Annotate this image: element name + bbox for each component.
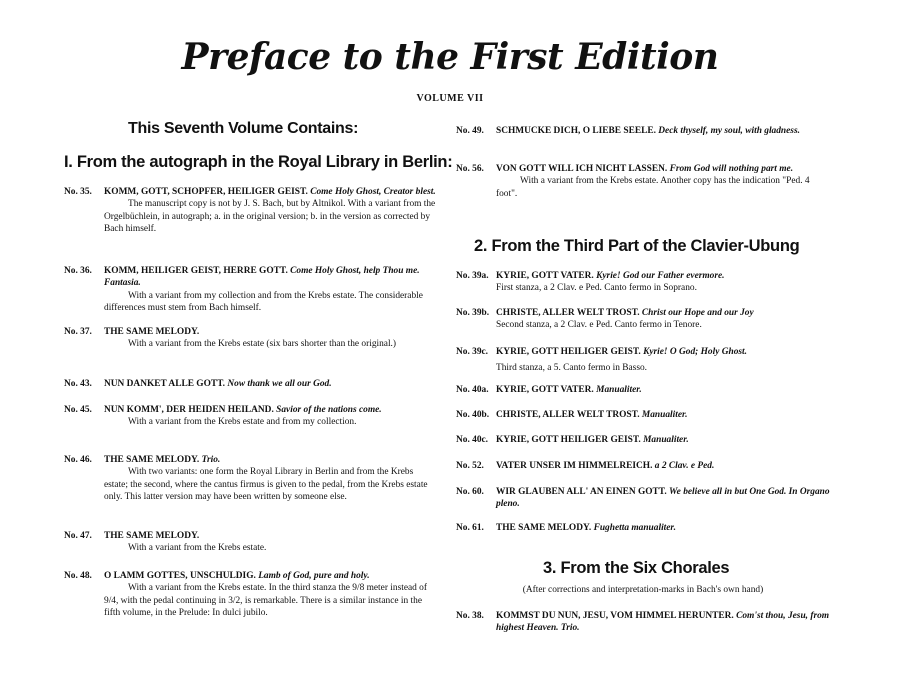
entry-35: No. 35. KOMM, GOTT, SCHOPFER, HEILIGER GEIST. Come Holy Ghost, Creator blest. The manuscript copy is not by J. S. Bach, but by Altnikol. With a variant from the Orgelbüchlein, in autograph; a. in the original version; b. in the version as corrected by Bach himself. — [64, 187, 436, 235]
entry-47: No. 47. THE SAME MELODY. With a variant from the Krebs estate. — [64, 531, 267, 554]
entry-43: No. 43. NUN DANKET ALLE GOTT. Now thank we all our God. — [64, 379, 332, 389]
clavier-heading: 2. From the Third Part of the Clavier-Ubung — [474, 237, 800, 255]
entry-39a: No. 39a. KYRIE, GOTT VATER. Kyrie! God our Father evermore. First stanza, a 2 Clav. e Ped. Canto fermo in Soprano. — [456, 271, 725, 294]
six-chorales-heading: 3. From the Six Chorales — [543, 559, 730, 577]
entry-49: No. 49. SCHMUCKE DICH, O LIEBE SEELE. Deck thyself, my soul, with gladness. — [456, 126, 800, 136]
volume-label: VOLUME VII — [416, 93, 484, 104]
entry-40a: No. 40a. KYRIE, GOTT VATER. Manualiter. — [456, 385, 642, 395]
six-chorales-note: (After corrections and interpretation-marks in Bach's own hand) — [522, 585, 764, 595]
entry-40b: No. 40b. CHRISTE, ALLER WELT TROST. Manualiter. — [456, 410, 688, 420]
entry-52: No. 52. VATER UNSER IM HIMMELREICH. a 2 Clav. e Ped. — [456, 461, 715, 471]
entry-38: No. 38. KOMMST DU NUN, JESU, VOM HIMMEL HERUNTER. Com'st thou, Jesu, from highest Heaven. Trio. — [456, 611, 830, 634]
entry-37: No. 37. THE SAME MELODY. With a variant from the Krebs estate (six bars shorter than the original.) — [64, 327, 397, 350]
entry-39c: No. 39c. KYRIE, GOTT HEILIGER GEIST. Kyrie! O God; Holy Ghost. Third stanza, a 5. Canto fermo in Basso. — [456, 347, 747, 374]
entry-36: No. 36. KOMM, HEILIGER GEIST, HERRE GOTT. Come Holy Ghost, help Thou me. Fantasia. With a variant from my collection and from the Krebs estate. The considerable differences must stem from Bach himself. — [64, 266, 423, 314]
page-title: Preface to the First Edition — [181, 36, 719, 78]
entry-60: No. 60. WIR GLAUBEN ALL' AN EINEN GOTT. We believe all in but One God. In Organo pleno. — [456, 487, 830, 510]
entry-48: No. 48. O LAMM GOTTES, UNSCHULDIG. Lamb of God, pure and holy. With a variant from the Krebs estate. In the third stanza the 9/8 meter instead of 9/4, with the pedal continuing in 3/2, is remarkable. There is a similar instance in the fifth volume, in the Prelude: In dulci jubilo. — [64, 571, 427, 619]
entry-45: No. 45. NUN KOMM', DER HEIDEN HEILAND. Savior of the nations come. With a variant from the Krebs estate and from my collection. — [64, 405, 382, 428]
contains-heading: This Seventh Volume Contains: — [128, 120, 359, 137]
autograph-heading: I. From the autograph in the Royal Library in Berlin: — [64, 153, 453, 171]
entry-61: No. 61. THE SAME MELODY. Fughetta manualiter. — [456, 523, 676, 533]
entry-46: No. 46. THE SAME MELODY. Trio. With two variants: one form the Royal Library in Berlin and from the Krebs estate; the second, where the cantus firmus is given to the pedal, from the Krebs estate only. This latter version may have been written by someone else. — [64, 455, 428, 503]
entry-40c: No. 40c. KYRIE, GOTT HEILIGER GEIST. Manualiter. — [456, 435, 689, 445]
entry-56: No. 56. VON GOTT WILL ICH NICHT LASSEN. From God will nothing part me. With a variant from the Krebs estate. Another copy has the indication "Ped. 4 foot". — [456, 164, 810, 199]
entry-39b: No. 39b. CHRISTE, ALLER WELT TROST. Christ our Hope and our Joy Second stanza, a 2 Clav. e Ped. Canto fermo in Tenore. — [456, 308, 754, 331]
